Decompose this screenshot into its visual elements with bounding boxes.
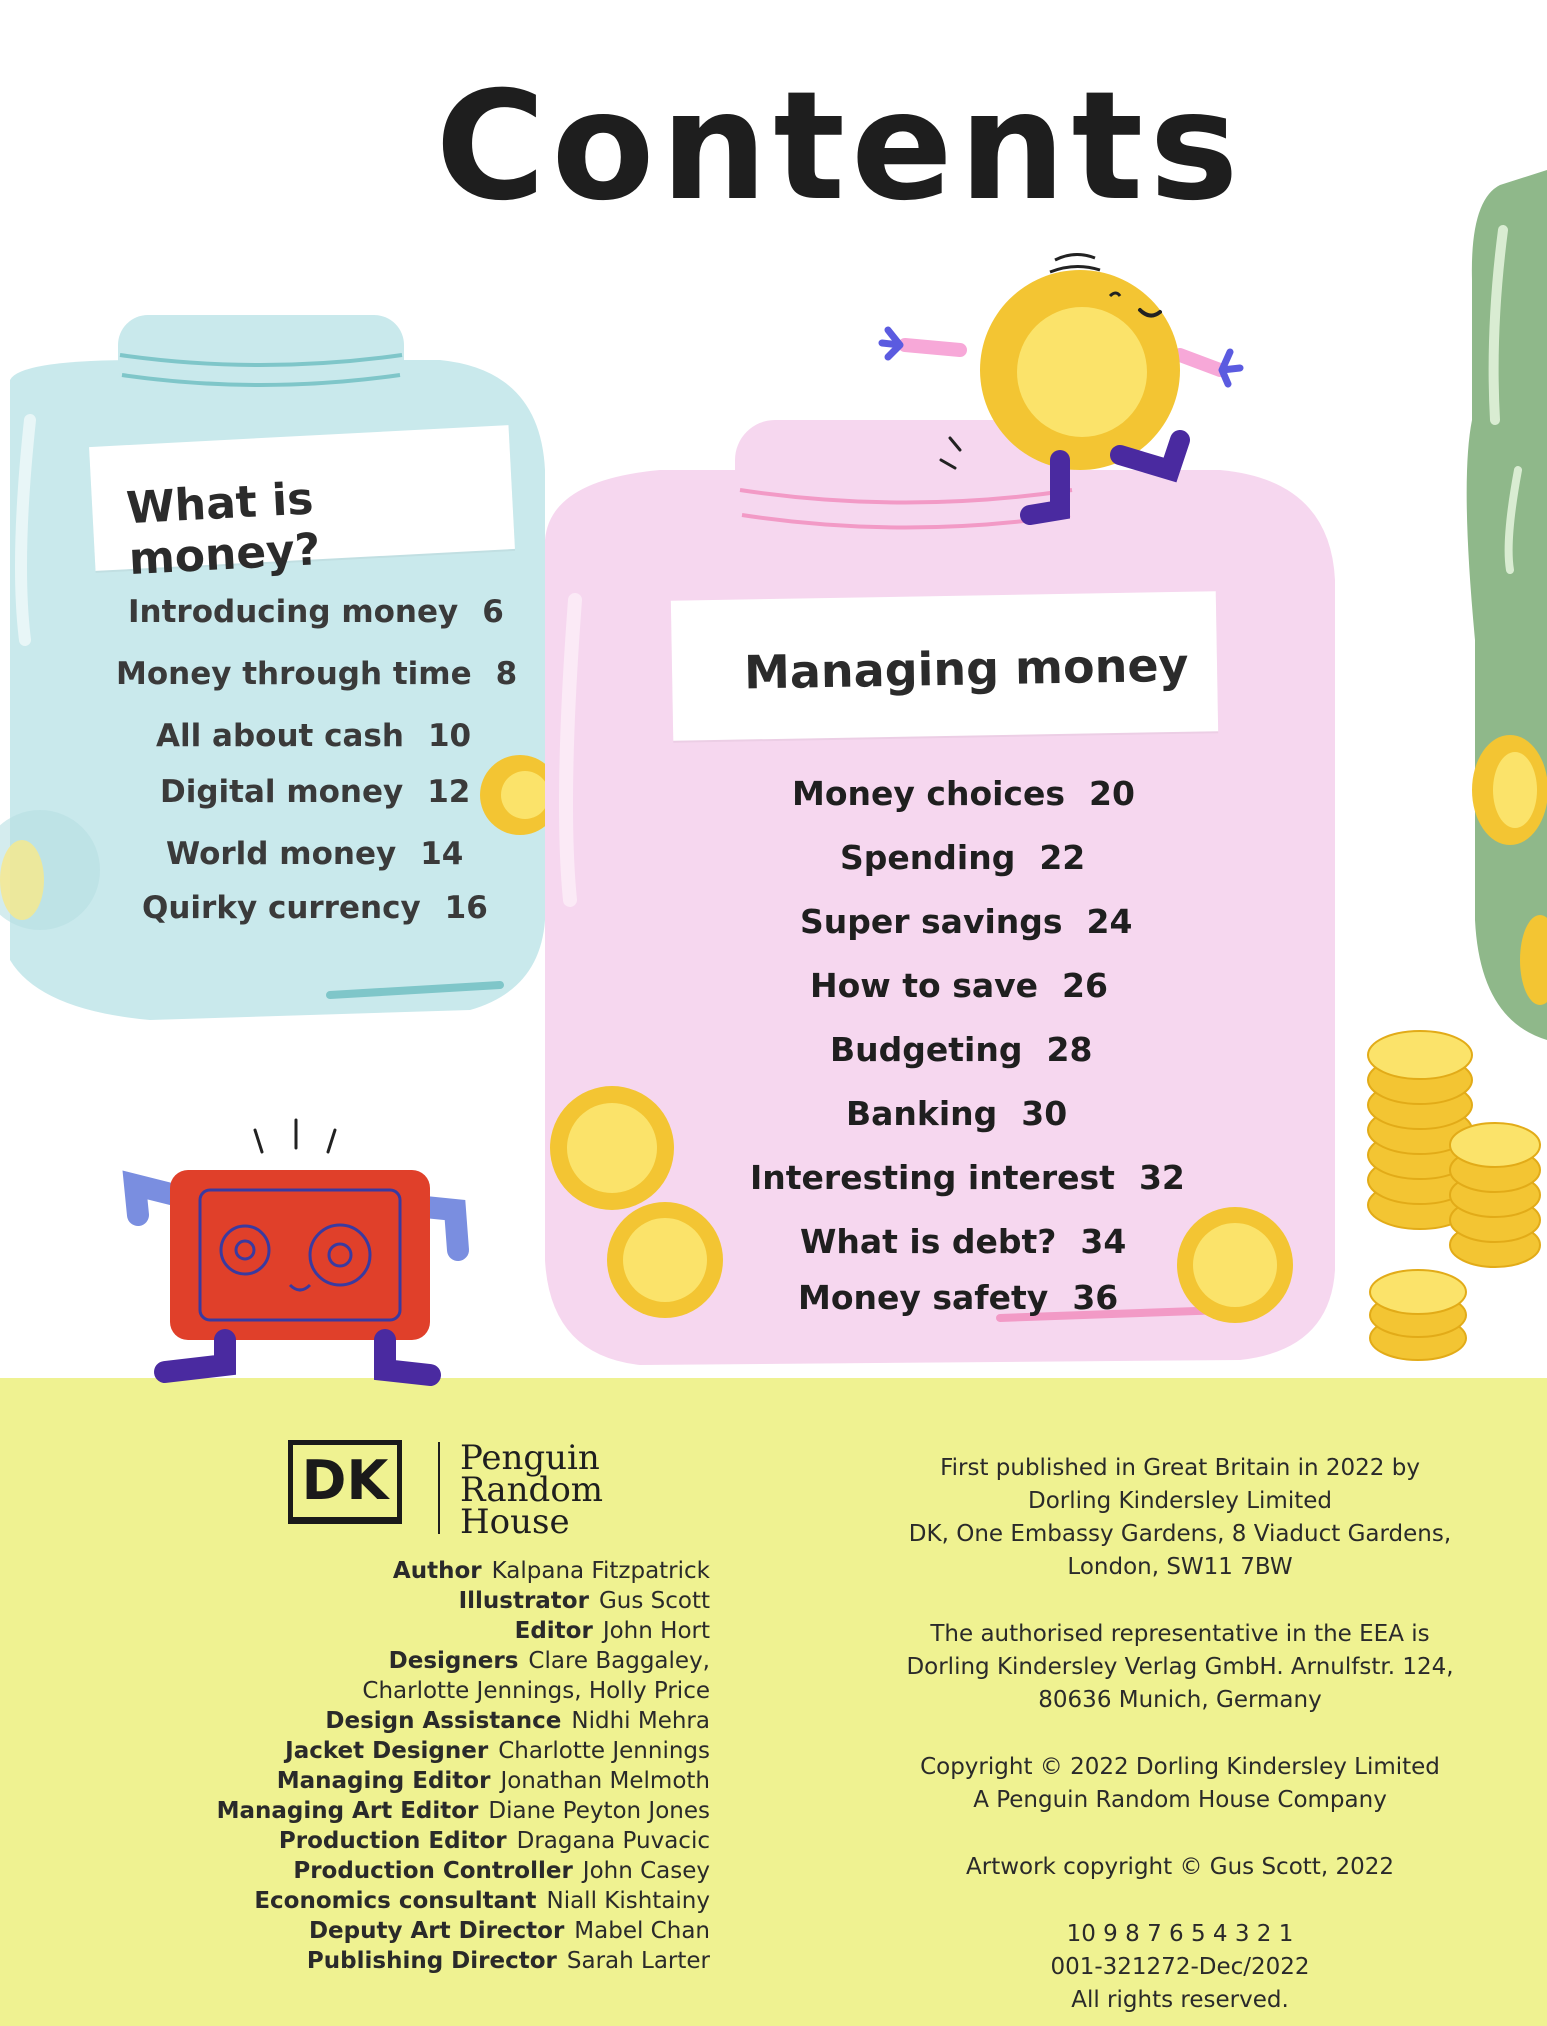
publisher-line: Random <box>460 1470 604 1510</box>
credit-line <box>150 1586 710 1616</box>
penguin-random-house-logo <box>460 1438 604 1542</box>
toc-entry-label: Spending <box>840 838 1016 877</box>
pub-line: Artwork copyright © Gus Scott, 2022 <box>966 1854 1394 1880</box>
page-title: Contents <box>435 60 1245 234</box>
credit-line <box>150 1916 710 1946</box>
toc-entry-label: Money safety <box>798 1278 1049 1317</box>
toc-entry[interactable] <box>750 1158 1185 1197</box>
toc-entry[interactable] <box>116 656 517 692</box>
toc-entry-page: 22 <box>1039 838 1086 877</box>
toc-entry-page: 30 <box>1021 1094 1068 1133</box>
credit-role: Production Controller <box>293 1858 573 1884</box>
credit-role: Managing Art Editor <box>216 1798 479 1824</box>
logo-divider <box>438 1442 440 1534</box>
credit-name: Kalpana Fitzpatrick <box>491 1558 710 1584</box>
pub-line: The authorised representative in the EEA is <box>930 1621 1430 1647</box>
credit-name: Diane Peyton Jones <box>488 1798 710 1824</box>
toc-entry-label: Budgeting <box>830 1030 1023 1069</box>
toc-entry[interactable] <box>166 836 463 872</box>
credit-name: Jonathan Melmoth <box>500 1768 710 1794</box>
pub-line: First published in Great Britain in 2022 by <box>940 1455 1420 1481</box>
credit-line <box>150 1706 710 1736</box>
publisher-line: Penguin <box>460 1438 600 1478</box>
credit-line <box>150 1736 710 1766</box>
toc-entry-label: Banking <box>846 1094 998 1133</box>
credit-role: Deputy Art Director <box>308 1918 565 1944</box>
toc-entry-page: 26 <box>1062 966 1108 1005</box>
credit-role: Designers <box>388 1648 519 1674</box>
toc-entry-label: All about cash <box>156 718 404 754</box>
green-jar <box>1467 170 1547 1040</box>
credit-role: Design Assistance <box>325 1708 562 1734</box>
dk-logo: DK <box>288 1440 402 1524</box>
pub-line: Dorling Kindersley Verlag GmbH. Arnulfstr. 124, <box>906 1654 1454 1680</box>
toc-entry[interactable] <box>142 890 488 926</box>
toc-entry-page: 8 <box>495 656 518 692</box>
credit-role: Jacket Designer <box>285 1738 489 1764</box>
credit-name: Gus Scott <box>598 1588 710 1614</box>
credit-role: Production Editor <box>278 1828 507 1854</box>
toc-entry-label: Quirky currency <box>142 890 421 926</box>
credit-role: Illustrator <box>458 1588 589 1614</box>
toc-entry-page: 6 <box>482 594 504 630</box>
publication-info <box>870 1452 1490 2017</box>
pub-line: A Penguin Random House Company <box>973 1787 1387 1813</box>
toc-entry-label: Introducing money <box>128 594 459 630</box>
pub-line: DK, One Embassy Gardens, 8 Viaduct Gardens, <box>908 1521 1452 1547</box>
toc-entry-page: 34 <box>1080 1222 1127 1261</box>
pub-line: 10 9 8 7 6 5 4 3 2 1 <box>1066 1921 1294 1947</box>
credit-line <box>150 1796 710 1826</box>
credit-name: Nidhi Mehra <box>571 1708 710 1734</box>
credit-line <box>150 1856 710 1886</box>
pub-line: All rights reserved. <box>1071 1987 1289 2013</box>
credit-role: Managing Editor <box>276 1768 491 1794</box>
toc-entry[interactable] <box>846 1094 1067 1133</box>
credit-line <box>150 1946 710 1976</box>
toc-entry-page: 16 <box>444 890 488 926</box>
section-heading-box-managing-money <box>671 591 1218 740</box>
toc-entry[interactable] <box>800 1222 1126 1261</box>
credit-name: Charlotte Jennings <box>498 1738 710 1764</box>
credit-line <box>150 1766 710 1796</box>
pub-line: 80636 Munich, Germany <box>1038 1687 1322 1713</box>
credit-role: Editor <box>514 1618 593 1644</box>
publisher-line: House <box>460 1502 570 1542</box>
toc-entry[interactable] <box>830 1030 1092 1069</box>
credit-line <box>150 1556 710 1586</box>
toc-entry-label: Interesting interest <box>750 1158 1115 1197</box>
toc-entry[interactable] <box>810 966 1108 1005</box>
toc-entry-label: Money choices <box>792 774 1066 813</box>
credit-name: Clare Baggaley, <box>528 1648 710 1674</box>
credit-name: Sarah Larter <box>566 1948 710 1974</box>
section-heading-box-what-is-money <box>89 425 515 586</box>
pub-line: London, SW11 7BW <box>1067 1554 1293 1580</box>
toc-entry[interactable] <box>128 594 504 630</box>
toc-entry-label: World money <box>166 836 397 872</box>
toc-entry-page: 10 <box>427 718 472 754</box>
coin-stacks <box>1368 1031 1540 1360</box>
credit-role: Economics consultant <box>254 1888 537 1914</box>
credits-list <box>150 1556 710 1976</box>
toc-entry-page: 24 <box>1086 902 1133 941</box>
section-heading-managing-money: Managing money <box>743 637 1189 700</box>
credit-name: Dragana Puvacic <box>516 1828 710 1854</box>
credit-name: John Hort <box>602 1618 710 1644</box>
toc-entry[interactable] <box>840 838 1085 877</box>
toc-entry[interactable] <box>792 774 1135 813</box>
toc-entry-page: 28 <box>1046 1030 1093 1069</box>
toc-entry-page: 14 <box>420 836 464 872</box>
credit-line <box>150 1646 710 1706</box>
toc-entry-label: Digital money <box>160 774 404 810</box>
toc-entry[interactable] <box>800 902 1132 941</box>
credit-name: Niall Kishtainy <box>546 1888 710 1914</box>
credit-line <box>150 1826 710 1856</box>
toc-entry-page: 20 <box>1089 774 1135 813</box>
toc-entry-label: How to save <box>810 966 1039 1005</box>
credit-name: Mabel Chan <box>574 1918 710 1944</box>
credit-name: John Casey <box>582 1858 710 1884</box>
pub-line: Dorling Kindersley Limited <box>1028 1488 1332 1514</box>
toc-entry[interactable] <box>160 774 470 810</box>
toc-entry[interactable] <box>156 718 471 754</box>
toc-entry-page: 36 <box>1072 1278 1119 1317</box>
pub-line: Copyright © 2022 Dorling Kindersley Limited <box>920 1754 1440 1780</box>
toc-entry-page: 12 <box>427 774 471 810</box>
toc-entry-label: Money through time <box>116 656 472 692</box>
toc-entry-page: 32 <box>1138 1158 1185 1197</box>
credit-line <box>150 1886 710 1916</box>
credit-role: Publishing Director <box>306 1948 557 1974</box>
toc-entry[interactable] <box>798 1278 1118 1317</box>
credit-role: Author <box>392 1558 482 1584</box>
toc-entry-label: What is debt? <box>800 1222 1057 1261</box>
credit-line <box>150 1616 710 1646</box>
safe-character <box>135 1120 458 1375</box>
credit-name-continued: Charlotte Jennings, Holly Price <box>362 1678 710 1704</box>
section-heading-what-is-money: What is money? <box>124 473 322 586</box>
toc-entry-label: Super savings <box>800 902 1063 941</box>
pub-line: 001-321272-Dec/2022 <box>1050 1954 1310 1980</box>
